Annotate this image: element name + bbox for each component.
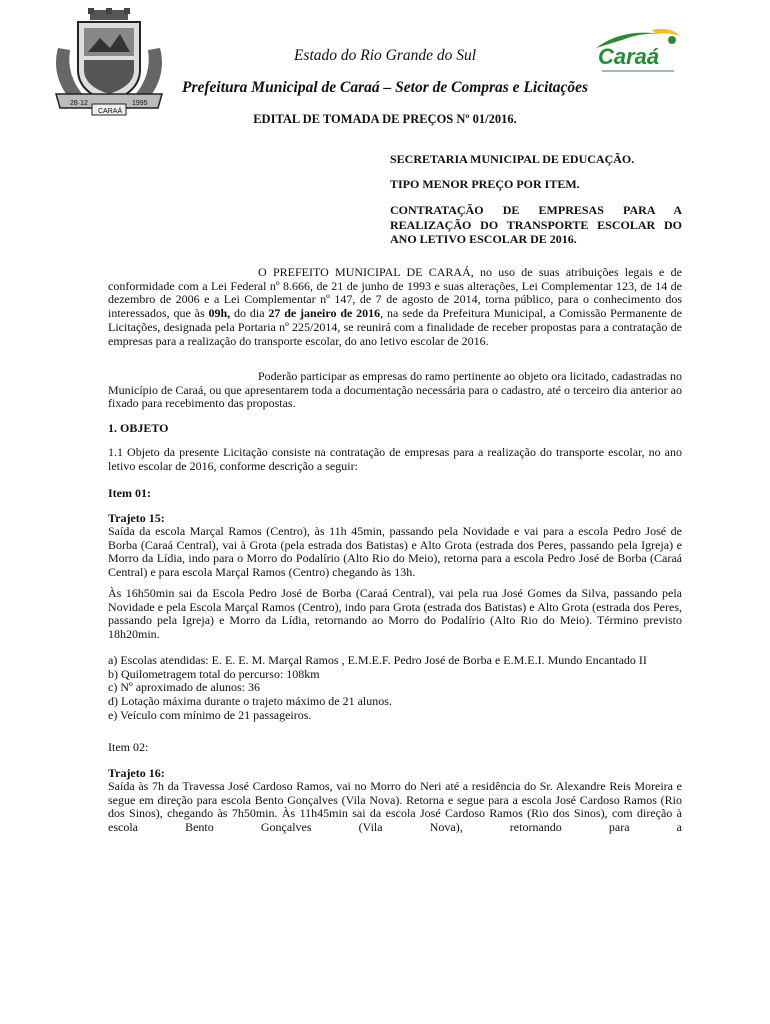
item-02-title: Item 02:: [108, 740, 149, 754]
summary-secretaria: SECRETARIA MUNICIPAL DE EDUCAÇÃO.: [390, 152, 635, 166]
summary-contratacao: CONTRATAÇÃO DE EMPRESAS PARA A REALIZAÇÃO DO TRANSPORTE ESCOLAR DO ANO LETIVO ESCOLAR DE 2016.: [390, 203, 682, 246]
item-01-title: Item 01:: [108, 486, 151, 500]
list-item: e) Veículo com mínimo de 21 passageiros.: [108, 707, 312, 722]
svg-text:CARAÁ: CARAÁ: [98, 108, 123, 115]
state-heading: Estado do Rio Grande do Sul: [293, 47, 477, 64]
list-item: b) Quilometragem total do percurso: 108km: [108, 666, 320, 681]
trajeto-15-text-2: Às 16h50min sai da Escola Pedro José de Borba (Caraá Central), vai pela rua José Gomes da Silva, passando pela Novidade e pela Escola Marçal Ramos (Centro), indo para Grota (estrada dos Batistas) e Alto Grota (estrada dos Peres, passando pela Igreja) e Morro da Lídia, retornando ao Morro do Podalírio (Alto Rio do Meio). Término previsto 18h20min.: [108, 586, 682, 642]
paragraph-preamble: O PREFEITO MUNICIPAL DE CARAÁ, no uso de suas atribuições legais e de conformidade com a Lei Federal nº 8.666, de 21 de junho de 1993 e suas alterações, Lei Complementar 123, de 14 de dezembro de 2006 e a Lei Complementar nº 147, de 7 de agosto de 2014, torna público, para o conhecimento dos interessados, que às 09h, do dia 27 de janeiro de 2016, na sede da Prefeitura Municipal, a Comissão Permanente de Licitações, designada pela Portaria nº 225/2014, se reunirá com a finalidade de receber propostas para a contratação de empresas para a realização do transporte escolar, do ano letivo escolar de 2016.: [108, 265, 682, 348]
trajeto-15-text-1: Saída da escola Marçal Ramos (Centro), às 11h 45min, passando pela Novidade e vai para a escola Pedro José de Borba (Caraá Central), vai à Grota (pela estrada dos Batistas) e Alto Grota (estrada dos Peres, passando pela Igreja) e Morro da Lídia, indo para o Morro do Podalírio (Alto Rio do Meio), retorna para a escola Pedro José de Borba (Caraá Central) e para escola Marçal Ramos (Centro) chegando às 13h.: [108, 524, 682, 580]
trajeto-15-title: Trajeto 15:: [108, 511, 165, 525]
summary-tipo: TIPO MENOR PREÇO POR ITEM.: [390, 177, 580, 191]
paragraph-participation: Poderão participar as empresas do ramo pertinente ao objeto ora licitado, cadastradas no Município de Caraá, ou que apresentarem toda a documentação necessária para o cadastro, até o terceiro dia anterior ao fixado para recebimento das propostas.: [108, 369, 682, 411]
list-item: c) Nº aproximado de alunos: 36: [108, 680, 261, 695]
list-item: a) Escolas atendidas: E. E. E. M. Marçal Ramos , E.M.E.F. Pedro José de Borba e E.M.E.I. Mundo Encantado II: [108, 653, 647, 667]
svg-text:1995: 1995: [132, 100, 148, 107]
edital-title: EDITAL DE TOMADA DE PREÇOS Nº 01/2016.: [253, 112, 517, 126]
section-objeto-title: 1. OBJETO: [108, 421, 169, 435]
logo-wordmark: Caraá: [598, 44, 660, 69]
svg-text:28·12: 28·12: [70, 100, 88, 107]
trajeto-16-text: Saída às 7h da Travessa José Cardoso Ramos, vai no Morro do Neri até a residência do Sr. Alexandre Reis Moreira e segue em direção para escola Bento Gonçalves (Vila Nova). Retorna e segue para a escola José Cardoso Ramos (Rio dos Sinos), chegando às 7h50min. Às 11h45min sai da escola José Cardoso Ramos (Rio dos Sinos), com direção à escola Bento Gonçalves (Vila Nova), retornando para a: [108, 779, 682, 835]
office-heading: Prefeitura Municipal de Caraá – Setor de Compras e Licitações: [182, 79, 588, 96]
trajeto-15-details: [108, 654, 682, 723]
paragraph-objeto: 1.1 Objeto da presente Licitação consiste na contratação de empresas para a realização do transporte escolar, no ano letivo escolar de 2016, conforme descrição a seguir:: [108, 445, 682, 473]
trajeto-16-title: Trajeto 16:: [108, 766, 165, 780]
list-item: d) Lotação máxima durante o trajeto máximo de 21 alunos.: [108, 694, 392, 709]
